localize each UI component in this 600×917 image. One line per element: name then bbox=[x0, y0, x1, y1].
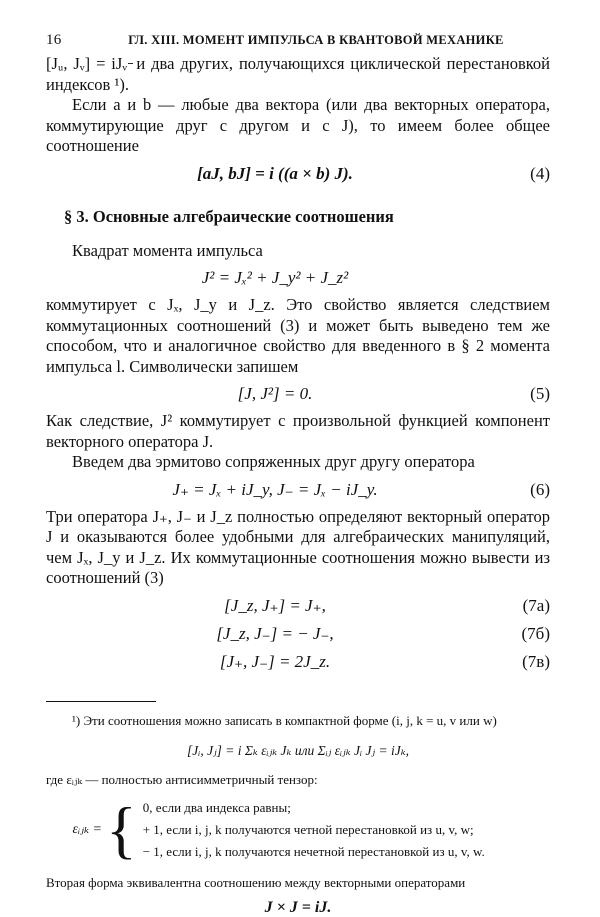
equation-6-body: J₊ = Jₓ + iJ_y, J₋ = Jₓ − iJ_y. bbox=[172, 479, 378, 499]
running-header bbox=[46, 32, 550, 54]
paragraph-general-relation: Если a и b — любые два вектора (или два векторных оператора, коммутирующие друг с другом и с J), то имеем более общее соотношение bbox=[46, 95, 550, 155]
equation-4 bbox=[46, 163, 550, 185]
paragraph-hermitian-operators: Введем два эрмитово сопряженных друг другу оператора bbox=[72, 452, 475, 471]
equation-5-body: [J, J²] = 0. bbox=[237, 384, 313, 403]
equation-7a bbox=[46, 595, 550, 617]
tensor-cases bbox=[143, 800, 485, 860]
equation-7b-body: [J_z, J₋] = − J₋, bbox=[216, 623, 334, 643]
equation-4-number: (4) bbox=[530, 163, 550, 183]
equation-6-number: (6) bbox=[530, 479, 550, 499]
section-heading: § 3. Основные алгебраические соотношения bbox=[64, 206, 394, 226]
footnote-final-equation: J × J = iJ. bbox=[264, 898, 332, 916]
equation-j-squared-body: J² = Jₓ² + J_y² + J_z² bbox=[201, 268, 349, 287]
equation-j-squared bbox=[46, 267, 550, 289]
paragraph-commutator-cyclic: [Jᵤ, Jᵥ] = iJᵥ ̵ и два других, получающихся циклической перестановкой индексов ¹). bbox=[46, 54, 550, 94]
paragraph-consequence: Как следствие, J² коммутирует с произвольной функцией компонент векторного оператора J. bbox=[46, 411, 550, 451]
tensor-case-odd: − 1, если i, j, k получаются нечетной перестановкой из u, v, w. bbox=[142, 843, 485, 859]
paragraph-square-momentum: Квадрат момента импульса bbox=[72, 240, 263, 260]
footnote-closing: Вторая форма эквивалентна соотношению между векторными операторами bbox=[46, 874, 466, 890]
page-number: 16 bbox=[46, 32, 62, 48]
equation-5-number: (5) bbox=[530, 384, 550, 403]
left-brace: { bbox=[106, 793, 137, 865]
footnote-formula: [Jᵢ, Jⱼ] = i Σₖ εᵢⱼₖ Jₖ или Σᵢⱼ εᵢⱼₖ Jᵢ Jⱼ = iJₖ, bbox=[186, 742, 409, 758]
equation-7a-number: (7а) bbox=[522, 595, 550, 615]
equation-7b bbox=[46, 623, 550, 645]
tensor-case-zero: 0, если два индекса равны; bbox=[142, 799, 291, 815]
equation-7c-body: [J₊, J₋] = 2J_z. bbox=[219, 651, 331, 671]
equation-4-body: [aJ, bJ] = i ((a × b) J). bbox=[197, 163, 353, 183]
equation-7c bbox=[46, 651, 550, 673]
footnote-divider bbox=[46, 701, 156, 702]
paragraph-three-operators: Три оператора J₊, J₋ и J_z полностью определяют векторный оператор J и оказываются более удобными для алгебраических манипуляций, чем Jₓ, J_y и J_z. Их коммутационные соотношения можно вывести из соотношений (3) bbox=[46, 506, 550, 587]
tensor-lhs: εᵢⱼₖ = bbox=[72, 822, 102, 837]
equation-7c-number: (7в) bbox=[522, 651, 550, 671]
footnote-intro: ¹) Эти соотношения можно записать в компактной форме (i, j, k = u, v или w) bbox=[72, 712, 497, 728]
chapter-title: ГЛ. XIII. МОМЕНТ ИМПУЛЬСА В КВАНТОВОЙ МЕХАНИКЕ bbox=[128, 33, 504, 47]
paragraph-commutes: коммутирует с Jₓ, J_y и J_z. Это свойство является следствием коммутационных соотношений (3) и может быть выведено тем же способом, что и аналогичное свойство для введенного в § 2 момента импульса l. Символически запишем bbox=[46, 295, 550, 376]
tensor-definition bbox=[46, 793, 550, 865]
footnote-tensor-text: где εᵢⱼₖ — полностью антисимметричный тензор: bbox=[46, 771, 318, 787]
equation-6 bbox=[46, 479, 550, 501]
tensor-case-even: + 1, если i, j, k получаются четной перестановкой из u, v, w; bbox=[142, 821, 474, 837]
equation-7b-number: (7б) bbox=[521, 623, 550, 643]
equation-7a-body: [J_z, J₊] = J₊, bbox=[224, 595, 326, 615]
equation-5 bbox=[46, 383, 550, 405]
